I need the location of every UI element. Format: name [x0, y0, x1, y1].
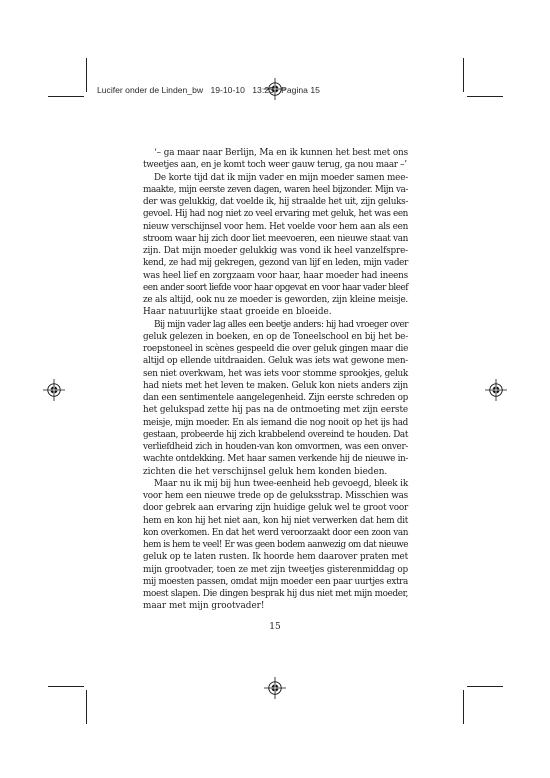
text-line: zichten die het verschijnsel geluk hem konden bieden. — [143, 466, 388, 477]
slug-time: 13:23 — [252, 85, 274, 95]
registration-mark-right-icon — [485, 379, 507, 401]
text-line: Haar natuurlijke staat groeide en bloeide. — [143, 307, 332, 318]
text-line: altijd op ellende uitdraaiden. Geluk was iets wat gewone men- — [143, 356, 408, 367]
text-line: De korte tijd dat ik mijn vader en mijn moeder samen mee- — [154, 172, 408, 183]
crop-mark-top-left-h — [48, 96, 84, 97]
slug-page: Pagina 15 — [281, 85, 320, 95]
slug-date: 19-10-10 — [210, 85, 245, 95]
crop-mark-top-right-v — [463, 58, 464, 92]
text-line: Bij mijn vader lag alles een beetje anders: hij had vroeger over — [154, 319, 408, 330]
text-line: zijn. Dat mijn moeder gelukkig was vond ik heel vanzelfspre- — [143, 246, 408, 256]
text-line: moest slapen. Die dingen besprak hij dus niet met mijn moeder, — [143, 589, 408, 599]
text-line: ‘– ga maar naar Berlijn, Ma en ik kunnen het best met ons — [154, 148, 408, 158]
text-line: tweetjes aan, en je komt toch weer gauw terug, ga nou maar –’ — [143, 160, 407, 171]
crop-mark-bottom-left-v — [86, 690, 87, 724]
text-line: maar met mijn grootvader! — [143, 601, 265, 612]
text-line: sen niet overkwam, het was iets voor stomme sprookjes, geluk — [143, 368, 408, 379]
text-line: dan een sentimentele aangelegenheid. Zijn eerste schreden op — [143, 393, 408, 403]
text-line: wachte ontdekking. Met haar samen verkende hij de nieuwe in- — [143, 454, 408, 465]
text-line: had niets met het leven te maken. Geluk kon niets anders zijn — [143, 380, 408, 391]
text-line: der was gelukkig, dat voelde ik, hij straalde het uit, zijn geluks- — [143, 197, 408, 207]
text-line: gevoel. Hij had nog niet zo veel ervaring met geluk, het was een — [143, 209, 408, 220]
text-line: voor hem een nieuwe trede op de geluksstrap. Misschien was — [143, 491, 408, 501]
text-line: het gelukspad zette hij pas na de ontmoeting met zijn eerste — [143, 405, 408, 416]
slug-filename: Lucifer onder de Linden_bw — [97, 85, 204, 95]
paragraph — [143, 319, 408, 478]
text-line: was heel lief en zorgzaam voor haar, haar moeder had ineens — [143, 270, 408, 281]
text-line: een ander soort liefde voor haar opgevat en voor haar vader bleef — [143, 282, 408, 293]
text-line: kon overkomen. En dat het werd veroorzaakt door een zoon van — [143, 527, 408, 538]
text-line: kend, ze had mij gekregen, gezond van lijf en leden, mijn vader — [143, 258, 408, 269]
text-line: nieuw verschijnsel voor hem. Het voelde voor hem aan als een — [143, 221, 408, 232]
text-line: mij moesten passen, omdat mijn moeder een paar uurtjes extra — [143, 576, 408, 587]
text-line: geluk gelezen in boeken, en op de Toneelschool en bij het be- — [143, 331, 408, 342]
paragraph — [143, 172, 408, 319]
printer-slug — [97, 85, 320, 95]
crop-mark-bottom-left-h — [48, 686, 84, 687]
text-line: gestaan, probeerde hij zich krabbelend overeind te houden. Dat — [143, 429, 408, 440]
crop-mark-top-right-h — [467, 96, 503, 97]
text-line: mijn grootvader, toen ze met zijn tweetjes gisterenmiddag op — [143, 564, 408, 575]
registration-mark-bottom-icon — [264, 677, 286, 699]
text-line: hem en kon hij het niet aan, kon hij niet verwerken dat hem dit — [143, 515, 408, 526]
body-text — [143, 147, 408, 613]
text-line: roepstoneel in scènes gespeeld die over geluk gingen maar die — [143, 344, 408, 354]
text-line: Maar nu ik mij bij hun twee-eenheid heb gevoegd, bleek ik — [154, 478, 408, 489]
crop-mark-bottom-right-v — [463, 690, 464, 724]
text-line: meisje, mijn moeder. En als iemand die nog nooit op het ijs had — [143, 417, 408, 428]
paragraph — [143, 478, 408, 613]
registration-mark-left-icon — [43, 379, 65, 401]
crop-mark-top-left-v — [86, 58, 87, 92]
text-line: stroom waar hij zich door liet meevoeren, een nieuwe staat van — [143, 233, 408, 244]
text-line: ze als altijd, ook nu ze moeder is geworden, zijn kleine meisje. — [143, 295, 408, 305]
text-line: geluk op te laten rusten. Ik hoorde hem daarover praten met — [143, 552, 408, 563]
page-number: 15 — [269, 622, 281, 632]
text-line: door gebrek aan ervaring zijn huidige geluk wel te groot voor — [143, 503, 408, 514]
paragraph — [143, 147, 408, 172]
text-line: verliefdheid zich in houden-van kon omvormen, was een onver- — [143, 442, 408, 452]
text-line: maakte, mijn eerste zeven dagen, waren heel bijzonder. Mijn va- — [143, 184, 408, 195]
text-line: hem is hem te veel! Er was geen bodem aanwezig om dat nieuwe — [143, 540, 408, 550]
crop-mark-bottom-right-h — [467, 686, 503, 687]
